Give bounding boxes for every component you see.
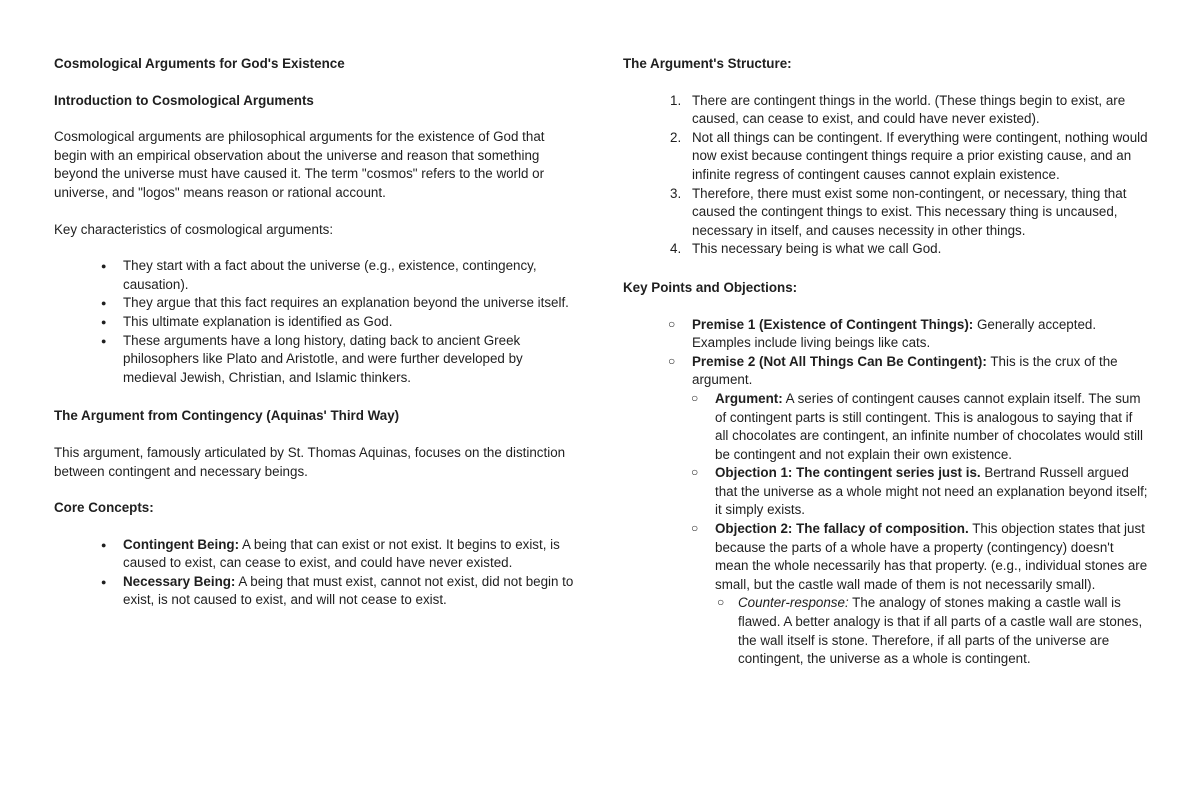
definition: A being that can exist or not exist. It begins to exist, is caused to exist, can cease to exist, and could have never existed. <box>123 536 560 571</box>
term: Objection 1: The contingent series just is. <box>715 465 981 481</box>
list-item <box>623 464 1148 520</box>
list-item <box>623 129 1148 185</box>
list-item <box>623 316 1148 353</box>
item-number: 1. <box>670 92 682 108</box>
key-points-heading: Key Points and Objections: <box>623 279 798 295</box>
term: Objection 2: The fallacy of composition. <box>715 521 969 537</box>
document-title: Cosmological Arguments for God's Existence <box>54 56 345 71</box>
key-characteristics-label: Key characteristics of cosmological arguments: <box>54 221 334 237</box>
list-item <box>54 573 574 610</box>
premises-list <box>623 316 1148 390</box>
item-text: Therefore, there must exist some non-contingent, or necessary, thing that caused the contingent things to exist. This necessary thing is uncaused, necessary in itself, and causes necessity in other things. <box>692 185 1127 238</box>
item-text: There are contingent things in the world. (These things begin to exist, are caused, can cease to exist, and could have never existed). <box>692 92 1126 127</box>
definition: Bertrand Russell argued that the universe as a whole might not need an explanation beyond itself; it simply exists. <box>715 465 1148 518</box>
definition: This objection states that just because the parts of a whole have a property (contingency) doesn't mean the whole necessarily has that property. (e.g., individual stones are small, but the castle wall made of them is not necessarily small). <box>715 521 1148 592</box>
definition: The analogy of stones making a castle wall is flawed. A better analogy is that if all parts of a castle wall are stones, the wall itself is stone. Therefore, if all parts of the universe are contingent, the universe as a whole is contingent. <box>738 595 1143 667</box>
list-item <box>623 594 1148 668</box>
list-item <box>54 536 574 573</box>
premise2-sublist <box>623 390 1148 595</box>
item-number: 3. <box>670 185 682 201</box>
definition: This is the crux of the argument. <box>692 353 1118 388</box>
contingency-heading: The Argument from Contingency (Aquinas' Third Way) <box>54 408 400 424</box>
key-characteristics-list <box>54 257 574 387</box>
item-number: 4. <box>670 241 682 257</box>
list-item <box>623 353 1148 390</box>
core-concepts-list <box>54 536 574 610</box>
left-column <box>54 55 574 610</box>
list-item: ● This ultimate explanation is identified as God. <box>54 313 574 332</box>
intro-paragraph: Cosmological arguments are philosophical arguments for the existence of God that begin with an empirical observation about the universe and reason that something beyond the universe must have caused it. The term "cosmos" refers to the world or universe, and "logos" means reason or rational account. <box>54 129 545 200</box>
term: Premise 1 (Existence of Contingent Things): <box>692 316 974 332</box>
term: Argument: <box>715 390 783 406</box>
item-text: Not all things can be contingent. If everything were contingent, nothing would now exist because contingent things require a prior existing cause, and an infinite regress of contingent causes cannot explain existence. <box>692 129 1148 182</box>
right-column <box>623 55 1148 669</box>
list-item: ● They argue that this fact requires an explanation beyond the universe itself. <box>54 294 574 313</box>
core-concepts-heading: Core Concepts: <box>54 500 154 516</box>
structure-heading: The Argument's Structure: <box>623 56 792 71</box>
item-text: This necessary being is what we call God. <box>692 241 942 257</box>
intro-heading: Introduction to Cosmological Arguments <box>54 92 314 108</box>
list-item <box>623 390 1148 464</box>
term: Counter-response: <box>738 595 849 611</box>
list-item <box>623 240 1148 259</box>
list-item: ● These arguments have a long history, dating back to ancient Greek philosophers like Plato and Aristotle, and were further developed by medieval Jewish, Christian, and Islamic thinkers. <box>54 332 574 388</box>
term: Necessary Being: <box>123 573 236 589</box>
definition: Generally accepted. Examples include living beings like cats. <box>692 316 1097 351</box>
item-number: 2. <box>670 129 682 145</box>
objection2-sublist <box>623 594 1148 668</box>
term: Contingent Being: <box>123 536 240 552</box>
list-item: ● They start with a fact about the universe (e.g., existence, contingency, causation). <box>54 257 574 294</box>
term: Premise 2 (Not All Things Can Be Contingent): <box>692 353 987 369</box>
structure-list <box>623 92 1148 259</box>
contingency-paragraph: This argument, famously articulated by St. Thomas Aquinas, focuses on the distinction between contingent and necessary beings. <box>54 444 566 479</box>
list-item <box>623 520 1148 594</box>
list-item <box>623 185 1148 241</box>
definition: A series of contingent causes cannot explain itself. The sum of contingent parts is still contingent. This is analogous to saying that if all chocolates are contingent, an infinite number of chocolates would still be contingent and not explain their own existence. <box>715 390 1144 462</box>
definition: A being that must exist, cannot not exist, did not begin to exist, is not caused to exist, and will not cease to exist. <box>123 573 574 608</box>
list-item <box>623 92 1148 129</box>
